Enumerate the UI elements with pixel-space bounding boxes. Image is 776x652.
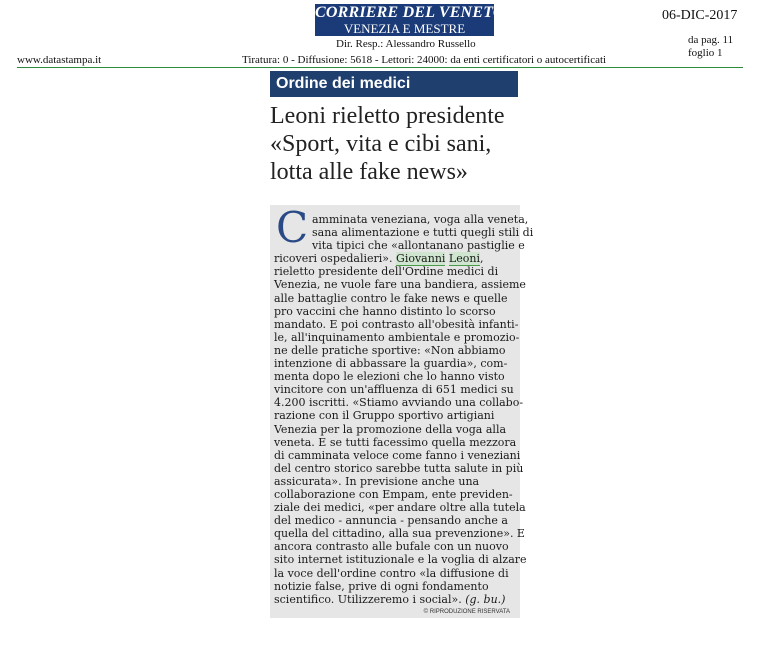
headline-line: Leoni rieletto presidente bbox=[270, 103, 505, 129]
body-line: menta dopo le elezioni che lo hanno visto bbox=[274, 370, 505, 384]
body-line: rieletto presidente dell'Ordine medici di bbox=[274, 265, 499, 279]
body-line: Venezia per la promozione della voga alla bbox=[274, 422, 507, 436]
body-line: ziale dei medici, «per andare oltre alla tutela bbox=[274, 501, 526, 515]
body-line: assicurata». In previsione anche una bbox=[274, 474, 480, 488]
newspaper-title: CORRIERE DEL VENETO bbox=[315, 4, 505, 21]
body-line: le, all'inquinamento ambientale e promozio- bbox=[274, 330, 520, 344]
body-line: sana alimentazione e tutti quegli stili di bbox=[312, 226, 534, 240]
body-line: quella del cittadino, alla sua prevenzione». E bbox=[274, 527, 525, 541]
body-line: Venezia, ne vuole fare una bandiera, assieme bbox=[274, 278, 526, 292]
body-line: pro vaccini che hanno distinto lo scorso bbox=[274, 304, 496, 318]
body-line: ne delle pratiche sportive: «Non abbiamo bbox=[274, 343, 506, 357]
drop-cap: C bbox=[276, 203, 309, 252]
body-line: 4.200 iscritti. «Stiamo avviando una collabo- bbox=[274, 396, 524, 410]
publication-date: 06-DIC-2017 bbox=[662, 8, 738, 23]
header-divider bbox=[17, 67, 743, 68]
body-line: la voce dell'ordine contro «la diffusione di bbox=[274, 566, 509, 580]
article-body-box bbox=[270, 203, 534, 618]
body-line: vincitore con un'affluenza di 651 medici su bbox=[274, 383, 514, 397]
body-line: ancora contrasto alle bufale con un nuovo bbox=[274, 540, 509, 554]
body-line: del centro storico sarebbe tutta salute in più bbox=[274, 461, 524, 475]
headline-line: «Sport, vita e cibi sani, bbox=[270, 131, 492, 157]
section-label: Ordine dei medici bbox=[270, 71, 518, 97]
body-line: veneta. E se tutti facessimo quella mezzora bbox=[274, 435, 517, 449]
body-line: razione con il Gruppo sportivo artigiani bbox=[274, 409, 495, 423]
body-line: notizie false, prive di ogni fondamento bbox=[274, 579, 489, 593]
body-line: alle battaglie contro le fake news e quelle bbox=[274, 291, 508, 305]
body-line: intenzione di abbassare la guardia», com- bbox=[274, 357, 508, 371]
copyright-notice: © RIPRODUZIONE RISERVATA bbox=[423, 609, 510, 615]
body-line bbox=[274, 593, 516, 606]
body-line: collaborazione con Empam, ente previden- bbox=[274, 487, 513, 501]
body-line-text: ricoveri ospedalieri». bbox=[274, 252, 393, 266]
headline-line: lotta alle fake news» bbox=[270, 159, 468, 185]
source-website[interactable]: www.datastampa.it bbox=[17, 54, 102, 66]
article-text bbox=[274, 213, 534, 606]
person-first-name: Giovanni bbox=[396, 252, 446, 266]
body-line: sito internet istituzionale e la voglia di alzare bbox=[274, 553, 527, 567]
circulation-info: Tiratura: 0 - Diffusione: 5618 - Lettori: 24000: da enti certificatori o autocertificati bbox=[242, 54, 607, 66]
body-line: ricoveri ospedalieri». Giovanni Leoni, bbox=[274, 252, 484, 266]
byline: (g. bu.) bbox=[465, 592, 506, 606]
sheet-number: foglio 1 bbox=[688, 47, 723, 59]
page-reference bbox=[688, 34, 733, 60]
person-last-name: Leoni bbox=[448, 252, 480, 266]
body-line: amminata veneziana, voga alla veneta, bbox=[312, 213, 529, 226]
newspaper-edition: VENEZIA E MESTRE bbox=[315, 22, 494, 36]
body-line: vita tipici che «allontanano pastiglie e bbox=[312, 239, 525, 253]
page-from: da pag. 11 bbox=[688, 34, 734, 46]
body-line: di camminata veloce come fanno i veneziani bbox=[274, 448, 521, 462]
director-credit: Dir. Resp.: Alessandro Russello bbox=[336, 38, 476, 50]
article-headline bbox=[270, 102, 532, 186]
body-line: mandato. E poi contrasto all'obesità infanti- bbox=[274, 317, 519, 331]
body-line: del medico - annuncia - pensando anche a bbox=[274, 514, 508, 528]
body-line-text: scientifico. Utilizzeremo i social». bbox=[274, 592, 462, 606]
